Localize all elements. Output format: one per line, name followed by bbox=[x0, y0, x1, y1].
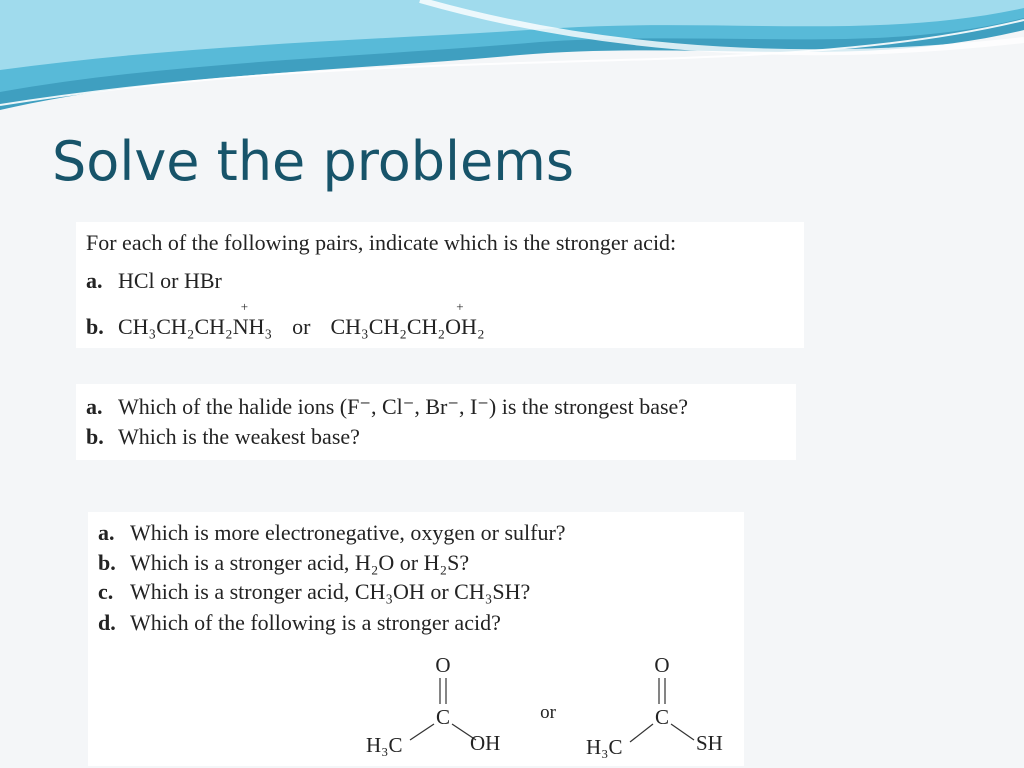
atom-oxygen: O bbox=[435, 653, 451, 677]
acid-structures-diagram bbox=[358, 642, 738, 766]
item-label: d. bbox=[98, 610, 116, 635]
atom-carbon: C bbox=[435, 705, 451, 729]
panel1-intro: For each of the following pairs, indicate which is the stronger acid: bbox=[86, 230, 677, 255]
problem-panel-acid-pairs bbox=[76, 222, 804, 348]
problem-panel-electronegativity bbox=[88, 512, 744, 766]
bond-line bbox=[671, 724, 694, 740]
item-label: a. bbox=[98, 520, 115, 545]
panel3-item-d bbox=[98, 610, 501, 636]
item-text: Which is the weakest base? bbox=[118, 424, 360, 449]
panel1-item-a bbox=[86, 268, 222, 294]
panel1-item-b bbox=[86, 299, 485, 340]
bond-line bbox=[410, 724, 434, 740]
header-wave-decoration bbox=[0, 0, 1024, 120]
sulfhydryl-group: SH bbox=[696, 731, 723, 755]
item-text: Which is a stronger acid, H₂O or H₂S? bbox=[130, 550, 470, 575]
bond-line bbox=[630, 724, 653, 742]
formula-propylammonium bbox=[118, 299, 273, 340]
item-label: b. bbox=[86, 314, 104, 339]
item-label: c. bbox=[98, 579, 114, 604]
atom-carbon: C bbox=[654, 705, 670, 729]
structure-acetic-acid bbox=[366, 653, 500, 757]
structure-thioacetic-acid bbox=[586, 653, 723, 759]
or-word: or bbox=[292, 314, 311, 339]
methyl-group: H₃C bbox=[366, 733, 403, 757]
slide-title: Solve the problems bbox=[52, 130, 575, 193]
item-label: b. bbox=[98, 550, 116, 575]
panel2-item-a bbox=[86, 394, 688, 420]
panel3-item-c bbox=[98, 579, 530, 605]
methyl-group: H₃C bbox=[586, 735, 623, 759]
positive-charge: + bbox=[456, 299, 464, 314]
formula-text: CH₃CH₂CH₂NH₃ bbox=[118, 314, 273, 339]
item-text: HCl or HBr bbox=[118, 268, 222, 293]
formula-text: CH₃CH₂CH₂OH₂ bbox=[330, 314, 485, 339]
atom-oxygen: O bbox=[654, 653, 670, 677]
problem-panel-halide-ions bbox=[76, 384, 796, 460]
panel3-item-b bbox=[98, 550, 469, 576]
item-text: Which of the halide ions (F⁻, Cl⁻, Br⁻, I⁻) is the strongest base? bbox=[118, 394, 689, 419]
or-word: or bbox=[540, 702, 556, 723]
item-label: b. bbox=[86, 424, 104, 449]
item-label: a. bbox=[86, 268, 103, 293]
item-label: a. bbox=[86, 394, 103, 419]
item-text: Which is a stronger acid, CH₃OH or CH₃SH? bbox=[130, 579, 531, 604]
formula-protonated-propanol bbox=[330, 299, 485, 340]
item-text: Which is more electronegative, oxygen or sulfur? bbox=[130, 520, 566, 545]
panel2-item-b bbox=[86, 424, 360, 450]
item-text: Which of the following is a stronger acid? bbox=[130, 610, 501, 635]
hydroxyl-group: OH bbox=[470, 731, 501, 755]
panel3-item-a bbox=[98, 520, 566, 546]
positive-charge: + bbox=[240, 299, 249, 314]
